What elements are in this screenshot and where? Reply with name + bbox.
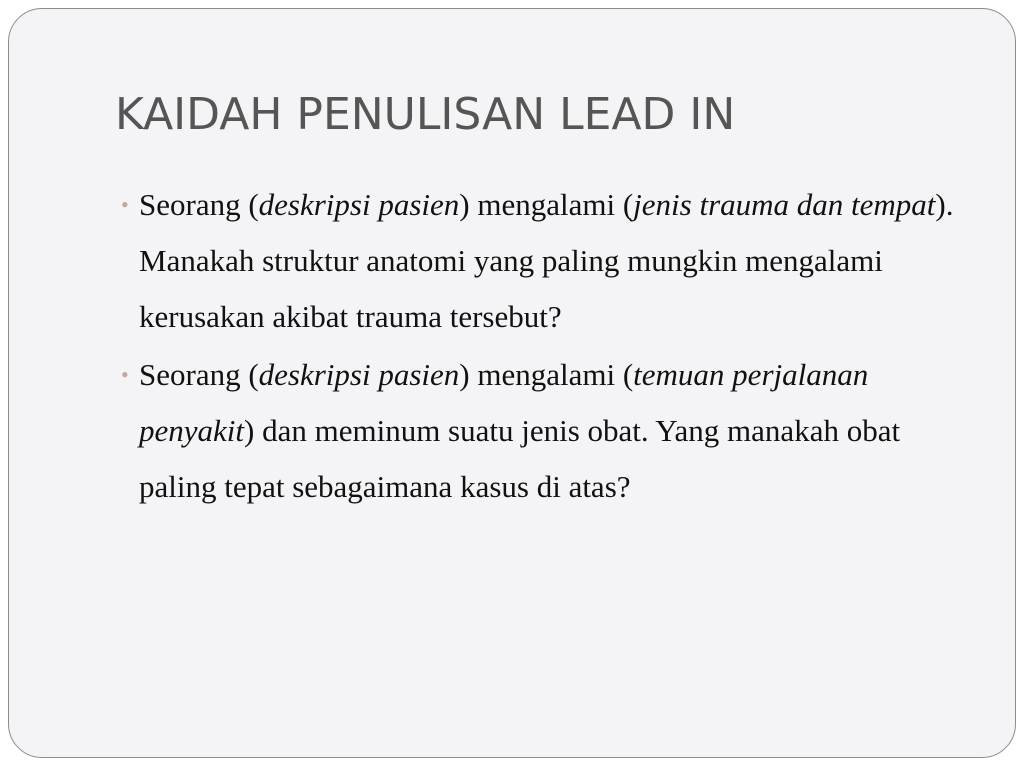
slide: [8, 8, 1016, 758]
bullet-marker-icon: •: [121, 192, 129, 217]
bullet-text: ). Manakah struktur anatomi yang paling mungkin mengalami kerusakan akibat trauma tersebut?: [139, 187, 954, 334]
bullet-text: Seorang (: [139, 357, 259, 392]
bullet-marker-icon: •: [121, 362, 129, 387]
bullet-text: ) dan meminum suatu jenis obat. Yang manakah obat paling tepat sebagaimana kasus di atas?: [139, 413, 901, 504]
bullet-list: [119, 177, 959, 517]
bullet-text: ) mengalami (: [459, 187, 634, 222]
placeholder-text: deskripsi pasien: [258, 187, 460, 222]
placeholder-text: jenis trauma dan tempat: [633, 187, 936, 222]
placeholder-text: temuan perjalanan penyakit: [139, 357, 869, 448]
placeholder-text: deskripsi pasien: [258, 357, 460, 392]
bullet-text: ) mengalami (: [459, 357, 634, 392]
slide-title: KAIDAH PENULISAN LEAD IN: [115, 89, 736, 140]
bullet-text: Seorang (: [139, 187, 259, 222]
bullet-item-1: [119, 177, 959, 345]
bullet-item-2: [119, 347, 959, 515]
